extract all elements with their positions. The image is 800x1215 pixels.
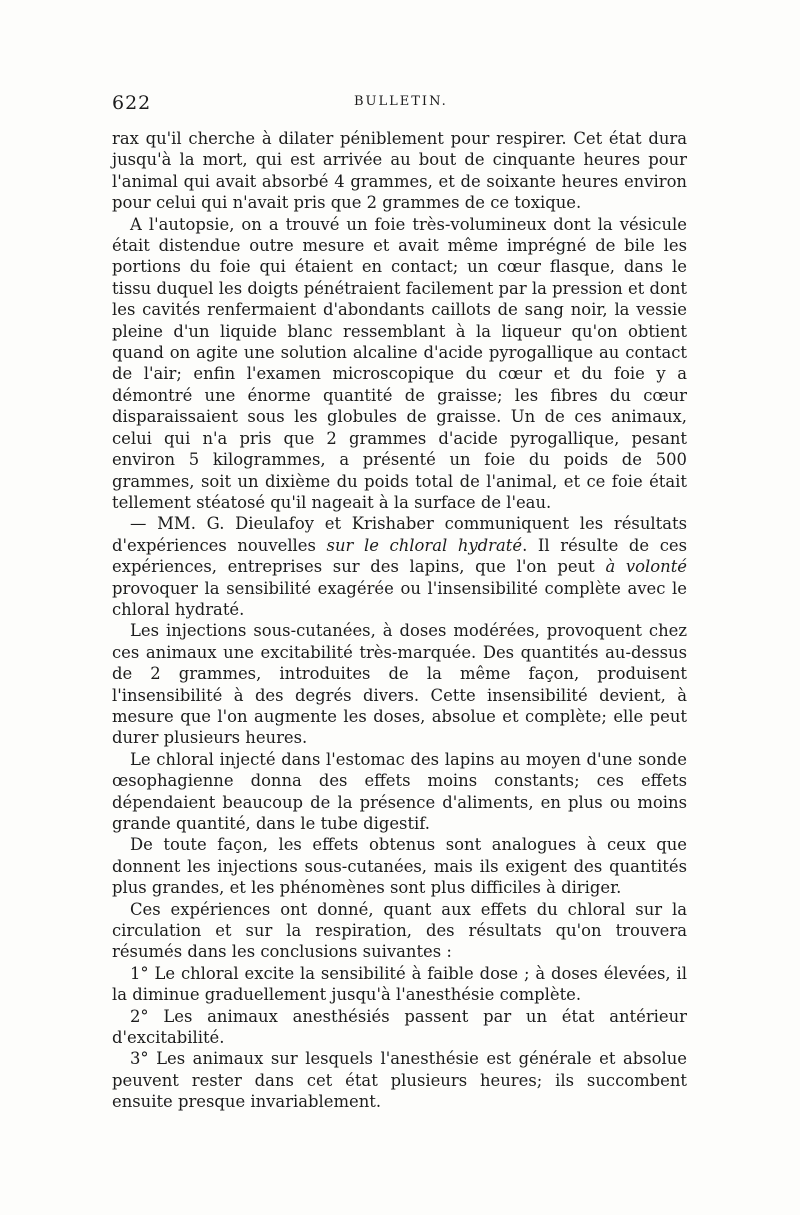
italic-segment: à volonté [605,557,687,577]
paragraph-autopsy-findings [112,214,687,514]
text-segment: rax qu'il cherche à dilater péniblement pour respirer. Cet état dura jusqu'à la mort, qui est arrivée au bout de cinquante heures pour l'animal qui avait absorbé 4 grammes, et de soixante heures environ pour celui qui n'avait pris que 2 grammes de ce toxique. [112,129,687,213]
paragraph-chloral-experiments [112,513,687,620]
text-segment: 1° Le chloral excite la sensibilité à faible dose ; à doses élevées, il la diminue graduellement jusqu'à l'anesthésie complète. [112,963,687,1005]
page-header [112,92,687,128]
text-segment: Le chloral injecté dans l'estomac des lapins au moyen d'une sonde œsophagienne donna des effets moins constants; ces effets dépendaient beaucoup de la présence d'aliments, en plus ou moins grande quantité, dans le tube digestif. [112,749,687,833]
text-segment: provoquer la sensibilité exagérée ou l'insensibilité complète avec le chloral hydraté. [112,578,687,619]
page-number: 622 [112,92,152,114]
text-segment: Les injections sous-cutanées, à doses modérées, provoquent chez ces animaux une excitabilité très-marquée. Des quantités au-dessus de 2 grammes, introduites de la même façon, produisent l'insensibilité à des degrés divers. Cette insensibilité devient, à mesure que l'on augmente les doses, absolue et complète; elle peut durer plusieurs heures. [112,621,687,748]
body-text [112,128,687,1113]
text-segment: . Il résulte de ces expériences, entreprises sur des lapins, que l'on peut [112,535,687,577]
paragraph-subcutaneous-injections [112,620,687,748]
running-head: BULLETIN. [354,94,448,109]
text-segment: 2° Les animaux anesthésiés passent par un état antérieur d'excitabilité. [112,1006,687,1048]
paragraph-conclusion-2 [112,1006,687,1049]
paragraph-conclusion-3 [112,1048,687,1112]
italic-segment: sur le chloral hydraté [326,535,523,555]
text-segment: 3° Les animaux sur lesquels l'anesthésie est générale et absolue peuvent rester dans cet état plusieurs heures; ils succombent ensuite presque invariablement. [112,1049,687,1112]
paragraph-analogous-effects [112,834,687,898]
paragraph-conclusion-1 [112,963,687,1006]
document-page [112,92,687,1113]
paragraph-conclusions-intro [112,899,687,963]
text-segment: De toute façon, les effets obtenus sont analogues à ceux que donnent les injections sous-cutanées, mais ils exigent des quantités plus grandes, et les phénomènes sont plus difficiles à diriger. [112,835,687,898]
text-segment: — MM. G. Dieulafoy et Krishaber communiquent les résultats d'expériences nouvelles [112,514,687,555]
paragraph-stomach-injection [112,749,687,835]
paragraph-autopsy-onset [112,128,687,214]
text-segment: Ces expériences ont donné, quant aux effets du chloral sur la circulation et sur la respiration, des résultats qu'on trouvera résumés dans les conclusions suivantes : [112,899,687,962]
text-segment: A l'autopsie, on a trouvé un foie très-volumineux dont la vésicule était distendue outre mesure et avait même imprégné de bile les portions du foie qui étaient en contact; un cœur flasque, dans le tissu duquel les doigts pénétraient facilement par la pression et dont les cavités renfermaient d'abondants caillots de sang noir, la vessie pleine d'un liquide blanc ressemblant à la liqueur qu'on obtient quand on agite une solution alcaline d'acide pyrogallique au contact de l'air; enfin l'examen microscopique du cœur et du foie y a démontré une énorme quantité de graisse; les fibres du cœur disparaissaient sous les globules de graisse. Un de ces animaux, celui qui n'a pris que 2 grammes d'acide pyrogallique, pesant environ 5 kilogrammes, a présenté un foie du poids de 500 grammes, soit un dixième du poids total de l'animal, et ce foie était tellement stéatosé qu'il nageait à la surface de l'eau. [112,214,687,512]
